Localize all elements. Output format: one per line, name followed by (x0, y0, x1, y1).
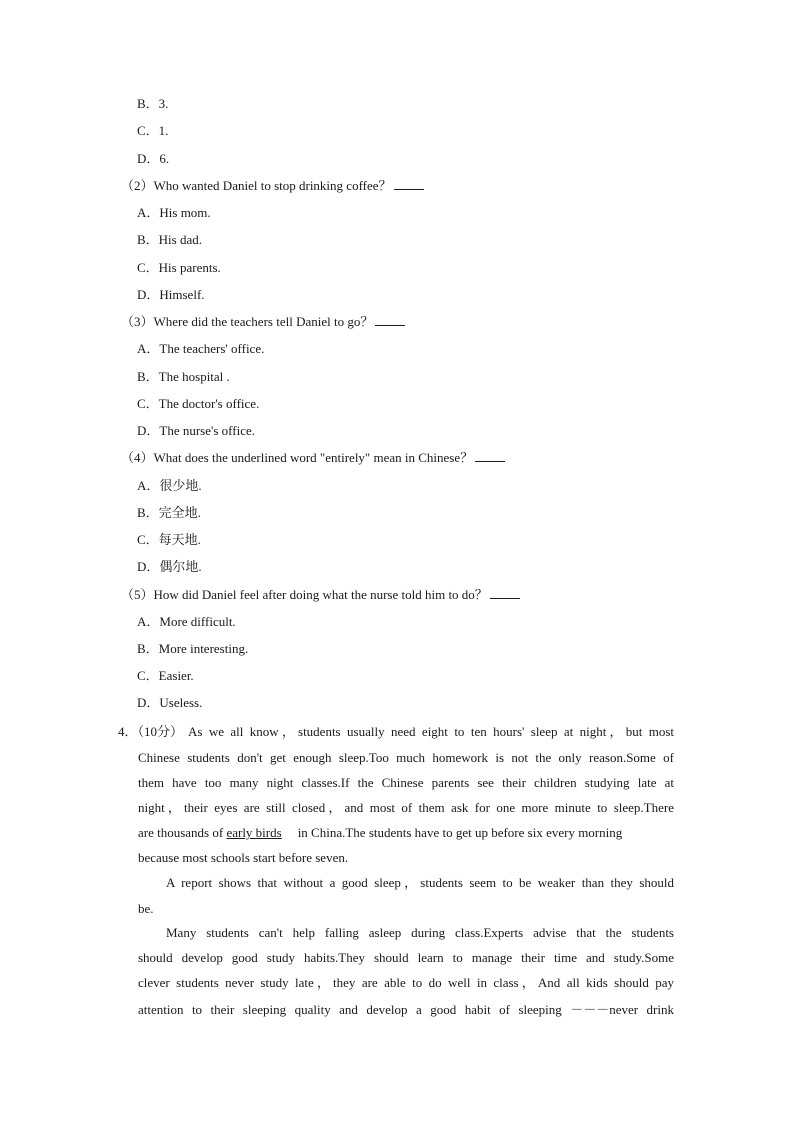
q1-option-c: C．1. (137, 123, 169, 138)
q3-option-a: A．The teachers' office. (137, 341, 265, 356)
passage-line: attention to their sleeping quality and develop a good habit of sleeping －－－never drink (138, 1002, 674, 1017)
q3-option-c: C．The doctor's office. (137, 396, 260, 411)
q1-option-b: B．3. (137, 96, 169, 111)
answer-blank (490, 587, 520, 599)
q4-option-b: B．完全地. (137, 505, 201, 520)
passage-line: them have too many night classes.If the Chinese parents see their children studying late at (138, 775, 674, 790)
answer-blank (375, 314, 405, 326)
q5-stem: （5）How did Daniel feel after doing what the nurse told him to do？ (121, 587, 520, 603)
q4-option-d: D．偶尔地. (137, 559, 202, 574)
q4-option-a: A．很少地. (137, 478, 202, 493)
q2-stem: （2）Who wanted Daniel to stop drinking coffee？ (121, 178, 424, 194)
answer-blank (394, 178, 424, 190)
passage-line: clever students never study late，they are able to do well in class，And all kids should pay (138, 975, 674, 990)
q3-stem: （3）Where did the teachers tell Daniel to go？ (121, 314, 405, 330)
passage-line: Many students can't help falling asleep during class.Experts advise that the students (166, 925, 674, 940)
q4-stem: （4）What does the underlined word "entirely" mean in Chinese？ (121, 450, 505, 466)
q3-option-d: D．The nurse's office. (137, 423, 255, 438)
passage-line: because most schools start before seven. (138, 850, 349, 865)
passage-line: night，their eyes are still closed，and most of them ask for one more minute to sleep.There (138, 800, 674, 815)
passage-line: A report shows that without a good sleep，students seem to be weaker than they should (166, 875, 674, 890)
q1-option-d: D．6. (137, 151, 170, 166)
q2-option-c: C．His parents. (137, 260, 221, 275)
q2-option-b: B．His dad. (137, 232, 203, 247)
q2-option-a: A．His mom. (137, 205, 211, 220)
underlined-phrase: early birds (226, 825, 282, 840)
passage-line: should develop good study habits.They should learn to manage their time and study.Some (138, 950, 674, 965)
q4-option-c: C．每天地. (137, 532, 201, 547)
q5-option-c: C．Easier. (137, 668, 194, 683)
passage-line: As we all know，students usually need eight to ten hours' sleep at night，but most (188, 724, 674, 739)
q2-option-d: D．Himself. (137, 287, 205, 302)
question-number: 4．（10分） (118, 724, 184, 739)
answer-blank (475, 450, 505, 462)
q5-option-a: A．More difficult. (137, 614, 236, 629)
passage-line: are thousands of early birds in China.The students have to get up before six every morning (138, 825, 623, 840)
q3-option-b: B．The hospital . (137, 369, 230, 384)
passage-line: Chinese students don't get enough sleep.Too much homework is not the only reason.Some of (138, 750, 674, 765)
q5-option-b: B．More interesting. (137, 641, 249, 656)
passage-line: be. (138, 901, 154, 916)
q5-option-d: D．Useless. (137, 695, 203, 710)
